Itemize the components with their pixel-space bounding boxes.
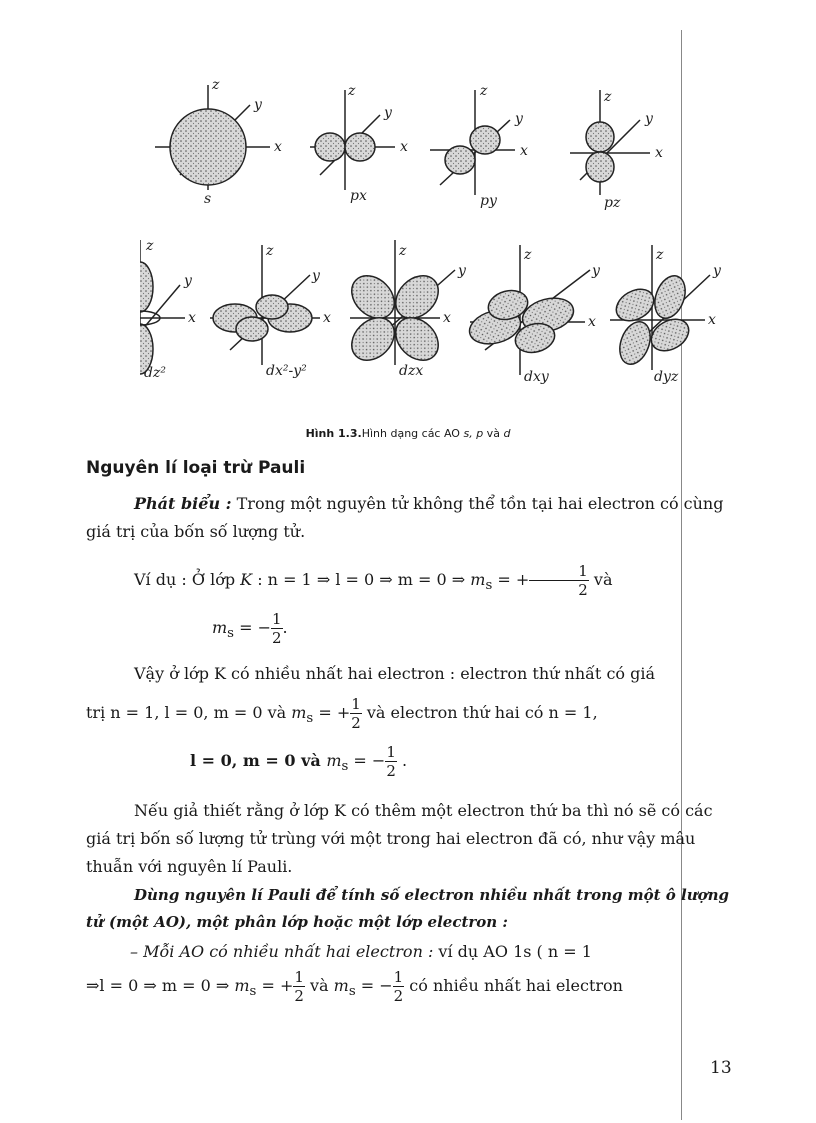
paragraph-4: Dùng nguyên lí Pauli để tính số electron nhiều nhất trong một ô lượng tử (một AO), một phân lớp hoặc một lớp electron : <box>86 886 729 931</box>
fraction: $\frac{1}{2}$ <box>529 562 589 599</box>
axis-label-y: y <box>384 105 392 121</box>
dx2-y2-orbital <box>210 245 320 365</box>
statement-text: Trong một nguyên tử không thể tồn tại hai electron có cùng giá trị của bốn số lượng tử. <box>86 494 724 541</box>
axis-label-x: x <box>588 314 596 330</box>
orbital-label: dxy <box>524 369 549 385</box>
pz-orbital <box>570 90 650 195</box>
dyz-orbital <box>610 245 710 370</box>
axis-label-y: y <box>458 263 466 279</box>
caption-label: Hình 1.3. <box>305 427 362 440</box>
caption-visible: Hình dạng các AO s, p và d <box>361 427 511 440</box>
s-orbital <box>155 85 270 190</box>
axis-label-x: x <box>323 310 331 326</box>
example-line: Ví dụ : Ở lớp K : n = 1 ⇒ l = 0 ⇒ m = 0 ⇒ $m_s$ = + $\frac{1}{2}$ và <box>134 562 613 599</box>
paragraph-5-line-1: – Mỗi AO có nhiều nhất hai electron : ví dụ AO 1s ( n = 1 <box>130 942 592 961</box>
statement-paragraph <box>86 490 736 546</box>
axis-label-x: x <box>443 310 451 326</box>
example-line-2: $m_s$ = − $\frac{1}{2}$ . <box>212 610 288 647</box>
orbital-label: py <box>480 193 497 209</box>
orbital-figure <box>140 75 740 395</box>
orbital-label: dz² <box>144 365 166 381</box>
axis-label-x: x <box>655 145 663 161</box>
dzx-orbital <box>343 240 455 369</box>
axis-label-x: x <box>188 310 196 326</box>
axis-label-x: x <box>708 312 716 328</box>
figure-caption <box>0 427 816 440</box>
paragraph-5-line-2: ⇒l = 0 ⇒ m = 0 ⇒ $m_s$ = + $\frac{1}{2}$ và $m_s$ = − $\frac{1}{2}$ có nhiều nhất hai electron <box>86 968 623 1005</box>
dxy-orbital <box>466 245 590 375</box>
axis-label-x: x <box>400 139 408 155</box>
axis-label-z: z <box>656 247 664 263</box>
dz2-orbital <box>140 240 185 374</box>
page-number: 13 <box>710 1058 732 1078</box>
axis-label-z: z <box>212 77 220 93</box>
axis-label-y: y <box>184 273 192 289</box>
axis-label-z: z <box>348 83 356 99</box>
orbital-label: dx²-y² <box>266 363 307 379</box>
orbital-label: dyz <box>654 369 679 385</box>
axis-label-x: x <box>520 143 528 159</box>
axis-label-z: z <box>146 238 154 254</box>
axis-label-y: y <box>713 263 721 279</box>
paragraph-3: Nếu giả thiết rằng ở lớp K có thêm một electron thứ ba thì nó sẽ có các giá trị bốn số lượng tử trùng với một trong hai electron đã có, như vậy mâu thuẫn với nguyên lí Pauli. <box>86 801 713 876</box>
paragraph-2-line-2: trị n = 1, l = 0, m = 0 và $m_s$ = + $\frac{1}{2}$ và electron thứ hai có n = 1, <box>86 695 598 732</box>
orbital-label: dzx <box>399 363 424 379</box>
statement-label: Phát biểu : <box>134 494 232 513</box>
axis-label-y: y <box>515 111 523 127</box>
axis-label-z: z <box>480 83 488 99</box>
orbital-label: pz <box>604 195 621 211</box>
section-heading: Nguyên lí loại trừ Pauli <box>86 458 306 478</box>
axis-label-z: z <box>524 247 532 263</box>
axis-label-y: y <box>254 97 262 113</box>
axis-label-x: x <box>274 139 282 155</box>
py-orbital <box>430 90 515 195</box>
axis-label-y: y <box>592 263 600 279</box>
axis-label-z: z <box>266 243 274 259</box>
axis-label-y: y <box>645 111 653 127</box>
axis-label-y: y <box>312 268 320 284</box>
axis-label-z: z <box>399 243 407 259</box>
axis-label-z: z <box>604 89 612 105</box>
paragraph-2-line-1: Vậy ở lớp K có nhiều nhất hai electron : electron thứ nhất có giá <box>134 664 656 683</box>
orbital-label: px <box>350 188 367 204</box>
px-orbital <box>310 90 395 190</box>
orbital-label: s <box>204 191 212 207</box>
paragraph-2-line-3: l = 0, m = 0 và $m_s$ = − $\frac{1}{2}$ . <box>190 743 408 780</box>
